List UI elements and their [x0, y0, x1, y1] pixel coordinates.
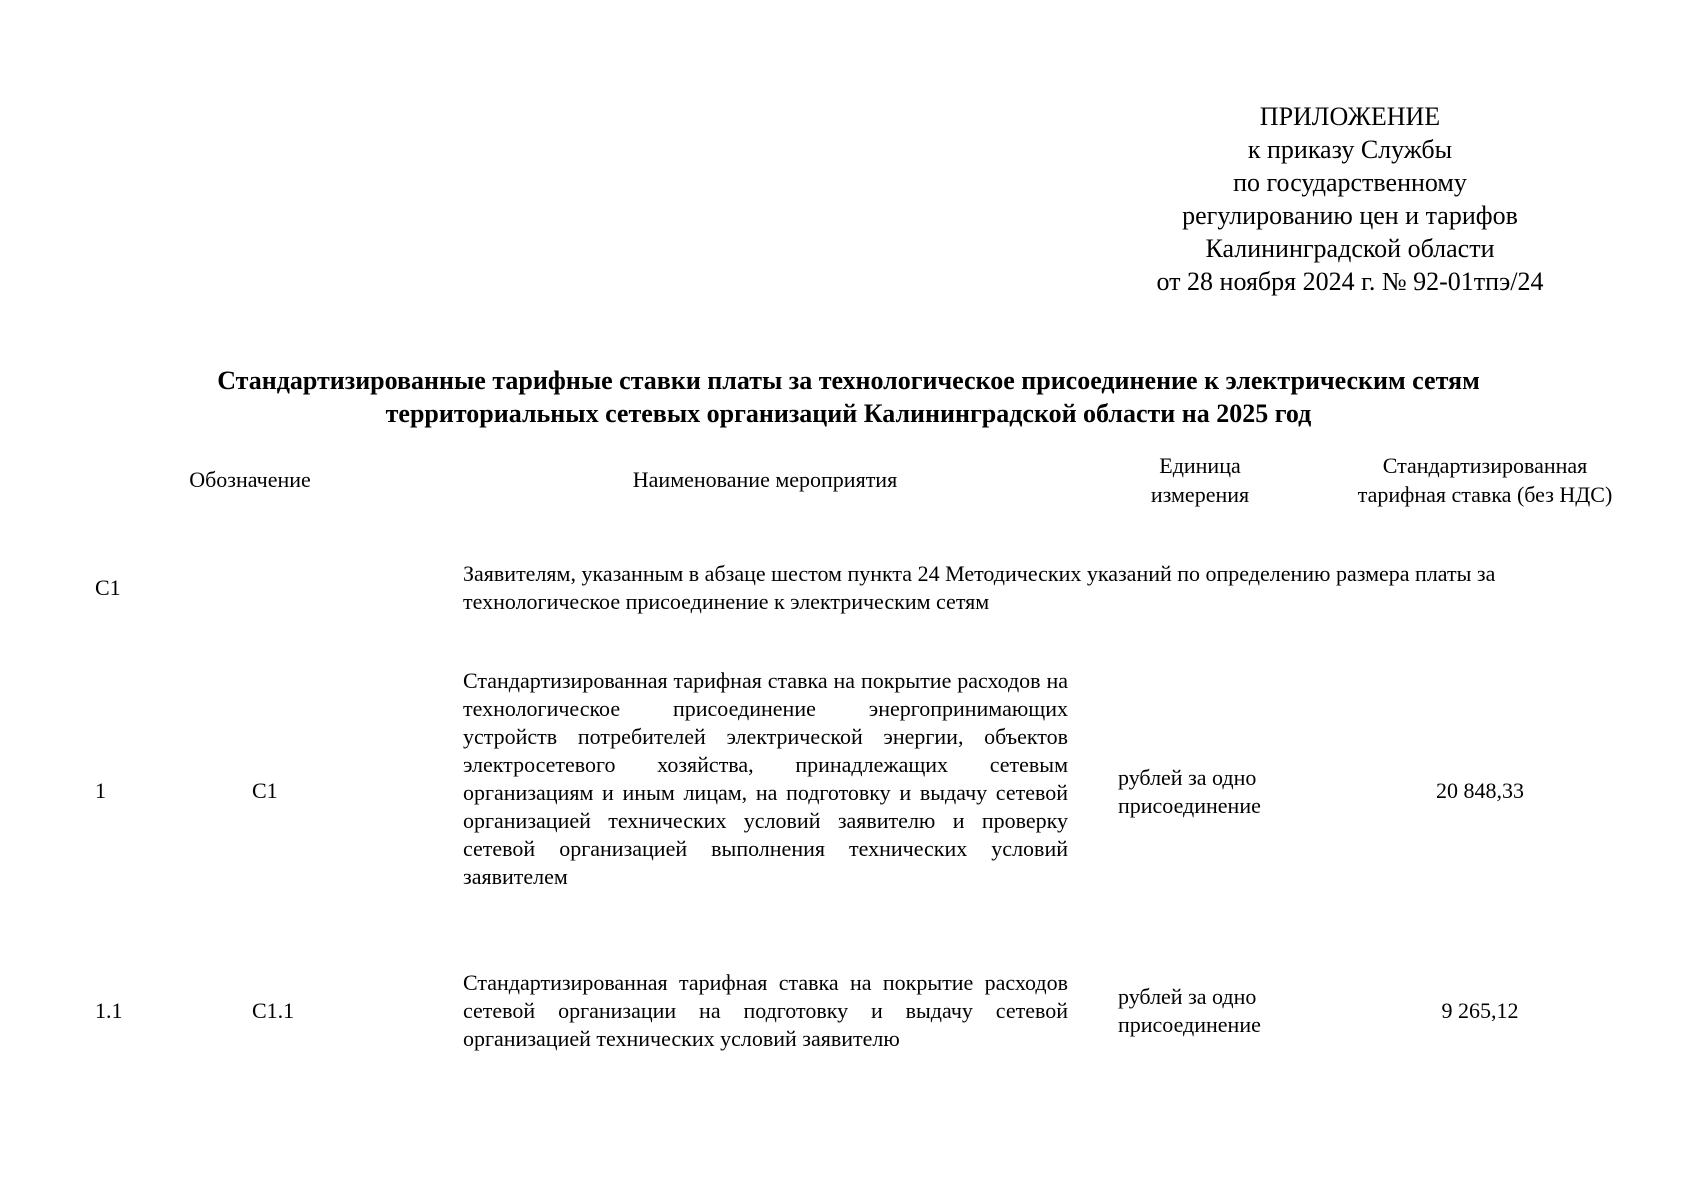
header-unit-line: Единица: [1159, 453, 1241, 478]
annex-line: регулированию цен и тарифов: [1182, 201, 1518, 230]
annex-order-date: от 28 ноября 2024 г. № 92-01тпэ/24: [1156, 267, 1544, 296]
group-code: С1: [95, 575, 121, 600]
row-rate: 20 848,33: [1436, 778, 1524, 803]
document-title-line: территориальных сетевых организаций Калининградской области на 2025 год: [385, 399, 1312, 428]
row-unit-line: рублей за одно: [1118, 765, 1257, 790]
header-unit-line: измерения: [1150, 482, 1250, 507]
header-rate-line: тарифная ставка (без НДС): [1357, 482, 1613, 507]
row-designation: С1.1: [252, 998, 295, 1023]
row-unit: [1118, 764, 1261, 820]
document-title: [60, 364, 1637, 430]
row-unit-line: присоединение: [1118, 793, 1261, 818]
row-name: Стандартизированная тарифная ставка на покрытие расходов сетевой организации на подготовку и выдачу сетевой организацией технических условий заявителю: [463, 970, 1068, 1051]
document-title-line: Стандартизированные тарифные ставки платы за технологическое присоединение к электрическим сетям: [217, 366, 1480, 395]
annex-header: [1110, 100, 1590, 298]
header-name: Наименование мероприятия: [632, 467, 898, 492]
annex-line: Калининградской области: [1205, 234, 1495, 263]
row-number: 1: [95, 778, 106, 803]
header-rate-line: Стандартизированная: [1382, 453, 1588, 478]
annex-line: к приказу Службы: [1247, 135, 1453, 164]
header-unit: [1100, 451, 1300, 509]
annex-line: по государственному: [1233, 168, 1467, 197]
group-description: Заявителям, указанным в абзаце шестом пункта 24 Методических указаний по определению размера платы за технологическое присоединение к электрическим сетям: [463, 561, 1496, 614]
header-designation: Обозначение: [189, 467, 311, 492]
row-rate: 9 265,12: [1441, 998, 1519, 1023]
header-rate: [1325, 451, 1645, 509]
annex-title: ПРИЛОЖЕНИЕ: [1259, 102, 1441, 131]
row-unit-line: присоединение: [1118, 1012, 1261, 1037]
row-designation: С1: [252, 778, 278, 803]
row-name: Стандартизированная тарифная ставка на покрытие расходов на технологическое присоединение энергопринимающих устройств потребителей электрической энергии, объектов электросетевого хозяйства, принадлежащих сетевым организациям и иным лицам, на подготовку и выдачу сетевой организацией технических условий заявителю и проверку сетевой организацией выполнения технических условий заявителем: [463, 668, 1068, 889]
row-unit: [1118, 983, 1261, 1039]
row-number: 1.1: [95, 998, 123, 1023]
row-unit-line: рублей за одно: [1118, 984, 1257, 1009]
